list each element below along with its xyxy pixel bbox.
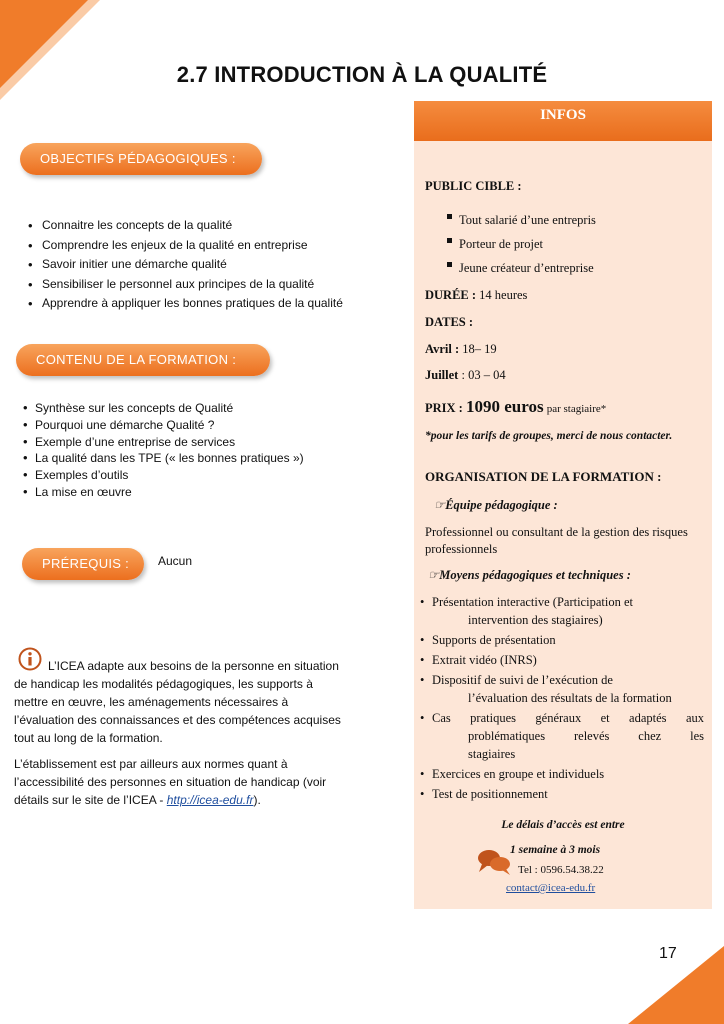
square-bullet-icon	[447, 214, 452, 219]
page-number: 17	[659, 945, 677, 962]
list-item: • Test de positionnement	[418, 785, 704, 803]
objectifs-heading: OBJECTIFS PÉDAGOGIQUES :	[20, 143, 262, 175]
public-item: Porteur de projet	[459, 237, 544, 251]
prix-row: PRIX : 1090 euros par stagiaire*	[425, 397, 607, 416]
public-item: Tout salarié d’une entrepris	[459, 213, 596, 227]
list-item: • Apprendre à appliquer les bonnes pratiques de la qualité	[26, 294, 386, 314]
list-item: • La qualité dans les TPE (« les bonnes pratiques »)	[23, 450, 383, 467]
contact-email-link[interactable]: contact@icea-edu.fr	[506, 882, 596, 894]
list-item: • Comprendre les enjeux de la qualité en entreprise	[26, 236, 386, 256]
list-item: • Extrait vidéo (INRS)	[418, 651, 704, 669]
organisation-label: ORGANISATION DE LA FORMATION :	[425, 469, 662, 484]
list-item: • Pourquoi une démarche Qualité ?	[23, 417, 383, 434]
icea-website-link[interactable]: http://icea-edu.fr	[166, 793, 254, 807]
objectifs-list	[26, 216, 386, 314]
equipe-row: ☞Équipe pédagogique :	[434, 498, 558, 512]
prix-value: 1090 euros	[465, 397, 544, 416]
prerequis-heading: PRÉREQUIS :	[22, 548, 144, 580]
speech-bubbles-icon	[476, 848, 512, 876]
pointing-hand-icon: ☞	[434, 498, 446, 512]
list-item: • Présentation interactive (Participation et intervention des stagiaires)	[418, 593, 704, 629]
moyens-row: ☞Moyens pédagogiques et techniques :	[428, 568, 631, 582]
contenu-list	[23, 400, 383, 501]
delais-label: Le délais d’accès est entre	[501, 819, 625, 831]
square-bullet-icon	[447, 238, 452, 243]
list-item: • Cas pratiques généraux et adaptés aux problématiques relevés chez les stagiaires	[418, 709, 704, 763]
list-item: • Exercices en groupe et individuels	[418, 765, 704, 783]
duree-row: DURÉE : 14 heures	[425, 288, 528, 302]
page-title: 2.7 INTRODUCTION À LA QUALITÉ	[176, 62, 548, 87]
closing-text: ).	[253, 793, 261, 807]
avril-row: Avril : 18– 19	[425, 342, 497, 356]
accessibility-paragraph-2: L’établissement est par ailleurs aux normes quant à l’accessibilité des personnes en situation de handicap (voir détails sur le site de l’ICEA -	[14, 757, 327, 807]
juillet-row: Juillet : 03 – 04	[425, 368, 506, 382]
pointing-hand-icon: ☞	[428, 568, 440, 582]
list-item: • Synthèse sur les concepts de Qualité	[23, 400, 383, 417]
public-cible-label: PUBLIC CIBLE :	[425, 179, 522, 193]
square-bullet-icon	[447, 262, 452, 267]
public-item: Jeune créateur d’entreprise	[459, 261, 594, 275]
list-item: • Dispositif de suivi de l’exécution de l’évaluation des résultats de la formation	[418, 671, 704, 707]
list-item: • Savoir initier une démarche qualité	[26, 255, 386, 275]
list-item: • Supports de présentation	[418, 631, 704, 649]
accessibility-text	[14, 657, 344, 817]
list-item: • Exemple d’une entreprise de services	[23, 434, 383, 451]
tarif-note: *pour les tarifs de groupes, merci de nous contacter.	[425, 430, 673, 442]
contenu-heading: CONTENU DE LA FORMATION :	[16, 344, 270, 376]
list-item: • Sensibiliser le personnel aux principes de la qualité	[26, 275, 386, 295]
delais-value: 1 semaine à 3 mois	[510, 844, 601, 856]
equipe-text: Professionnel ou consultant de la gestion des risques professionnels	[425, 525, 688, 556]
moyens-list	[418, 593, 704, 805]
list-item: • Connaitre les concepts de la qualité	[26, 216, 386, 236]
telephone: Tel : 0596.54.38.22	[518, 864, 604, 876]
list-item: • Exemples d’outils	[23, 467, 383, 484]
list-item: • La mise en œuvre	[23, 484, 383, 501]
accessibility-paragraph: L’ICEA adapte aux besoins de la personne en situation de handicap les modalités pédagogiques, les supports à mettre en œuvre, les aménagements nécessaires à l’évaluation des connaissances et des compétences acquises tout au long de la formation.	[14, 659, 341, 745]
prerequis-value: Aucun	[158, 554, 193, 568]
corner-decoration-bottom-right	[628, 946, 724, 1024]
infos-header: INFOS	[414, 101, 712, 141]
dates-label: DATES :	[425, 315, 474, 329]
